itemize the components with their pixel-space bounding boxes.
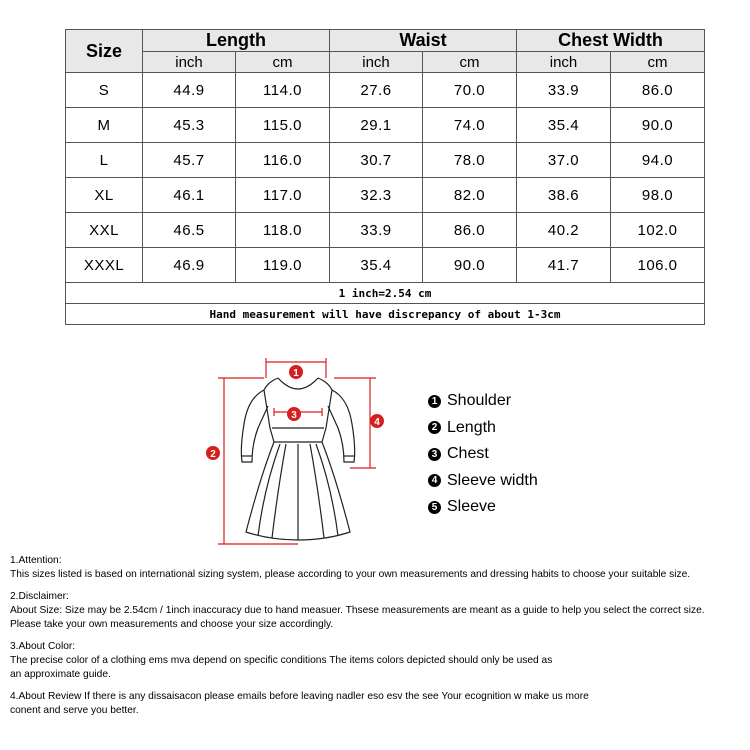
value-cell: 118.0 xyxy=(236,213,330,248)
review-text: conent and serve you better. xyxy=(10,705,139,716)
legend-item-sleeve xyxy=(428,494,538,521)
legend-number-badge: 3 xyxy=(428,448,441,461)
size-cell: M xyxy=(66,108,143,143)
value-cell: 46.5 xyxy=(143,213,236,248)
color-text: The precise color of a clothing ems mva depend on specific conditions The items colors depicted should only be used as xyxy=(10,655,553,666)
color-text: an approximate guide. xyxy=(10,669,111,680)
disclaimer-note xyxy=(10,590,748,632)
dress-outline xyxy=(241,378,354,540)
size-cell: XXXL xyxy=(66,248,143,283)
value-cell: 119.0 xyxy=(236,248,330,283)
discrepancy-note-row xyxy=(66,304,705,325)
legend-item-shoulder xyxy=(428,388,538,415)
disclaimer-text: Please take your own measurements and choose your size accordingly. xyxy=(10,619,334,630)
value-cell: 44.9 xyxy=(143,73,236,108)
value-cell: 86.0 xyxy=(611,73,705,108)
value-cell: 40.2 xyxy=(517,213,611,248)
value-cell: 46.9 xyxy=(143,248,236,283)
disclaimer-title: 2.Disclaimer: xyxy=(10,591,69,602)
value-cell: 114.0 xyxy=(236,73,330,108)
header-length: Length xyxy=(143,30,330,52)
value-cell: 102.0 xyxy=(611,213,705,248)
value-cell: 35.4 xyxy=(517,108,611,143)
table-row xyxy=(66,108,705,143)
marker-4 xyxy=(370,414,384,428)
value-cell: 98.0 xyxy=(611,178,705,213)
value-cell: 116.0 xyxy=(236,143,330,178)
marker-1 xyxy=(289,365,303,379)
unit-header: inch xyxy=(330,52,423,73)
unit-header: inch xyxy=(517,52,611,73)
table-row xyxy=(66,143,705,178)
value-cell: 70.0 xyxy=(423,73,517,108)
conversion-note-row xyxy=(66,283,705,304)
value-cell: 94.0 xyxy=(611,143,705,178)
discrepancy-note: Hand measurement will have discrepancy of about 1-3cm xyxy=(66,304,705,325)
value-cell: 45.7 xyxy=(143,143,236,178)
value-cell: 33.9 xyxy=(517,73,611,108)
value-cell: 90.0 xyxy=(423,248,517,283)
unit-header: cm xyxy=(236,52,330,73)
table-row xyxy=(66,213,705,248)
value-cell: 38.6 xyxy=(517,178,611,213)
legend-label: Sleeve xyxy=(447,498,496,516)
value-cell: 37.0 xyxy=(517,143,611,178)
attention-title: 1.Attention: xyxy=(10,555,62,566)
review-text: 4.About Review If there is any dissaisacon please emails before leaving nadler eso esv the see Your ecognition w make us more xyxy=(10,691,589,702)
marker-2 xyxy=(206,446,220,460)
legend-label: Length xyxy=(447,418,496,436)
notes-section xyxy=(10,554,748,726)
unit-header: cm xyxy=(611,52,705,73)
value-cell: 46.1 xyxy=(143,178,236,213)
legend-item-length xyxy=(428,415,538,442)
table-row xyxy=(66,178,705,213)
size-cell: XXL xyxy=(66,213,143,248)
table-header-row xyxy=(66,30,705,52)
marker-1-label: 1 xyxy=(293,368,299,379)
color-note xyxy=(10,640,748,682)
value-cell: 27.6 xyxy=(330,73,423,108)
value-cell: 29.1 xyxy=(330,108,423,143)
value-cell: 32.3 xyxy=(330,178,423,213)
legend-label: Sleeve width xyxy=(447,471,538,489)
value-cell: 35.4 xyxy=(330,248,423,283)
header-chest-width: Chest Width xyxy=(517,30,705,52)
unit-header: inch xyxy=(143,52,236,73)
value-cell: 41.7 xyxy=(517,248,611,283)
size-cell: S xyxy=(66,73,143,108)
value-cell: 45.3 xyxy=(143,108,236,143)
legend-number-badge: 1 xyxy=(428,395,441,408)
marker-3-label: 3 xyxy=(291,410,297,421)
table-row xyxy=(66,248,705,283)
value-cell: 33.9 xyxy=(330,213,423,248)
legend-label: Chest xyxy=(447,445,489,463)
value-cell: 115.0 xyxy=(236,108,330,143)
value-cell: 78.0 xyxy=(423,143,517,178)
table-unit-row xyxy=(66,52,705,73)
disclaimer-text: About Size: Size may be 2.54cm / 1inch inaccuracy due to hand measuer. Thsese measurements are meant as a guide to help you select the correct size. xyxy=(10,605,705,616)
legend-number-badge: 2 xyxy=(428,421,441,434)
color-title: 3.About Color: xyxy=(10,641,76,652)
value-cell: 106.0 xyxy=(611,248,705,283)
value-cell: 82.0 xyxy=(423,178,517,213)
legend-label: Shoulder xyxy=(447,392,512,410)
attention-note xyxy=(10,554,748,582)
value-cell: 74.0 xyxy=(423,108,517,143)
size-cell: L xyxy=(66,143,143,178)
marker-4-label: 4 xyxy=(374,417,380,428)
dress-measurement-diagram xyxy=(200,348,400,548)
value-cell: 117.0 xyxy=(236,178,330,213)
conversion-note: 1 inch=2.54 cm xyxy=(66,283,705,304)
legend-number-badge: 4 xyxy=(428,474,441,487)
size-chart-table xyxy=(65,29,705,325)
marker-3 xyxy=(287,407,301,421)
header-size: Size xyxy=(66,30,143,73)
value-cell: 86.0 xyxy=(423,213,517,248)
table-row xyxy=(66,73,705,108)
unit-header: cm xyxy=(423,52,517,73)
attention-text: This sizes listed is based on international sizing system, please according to your own measurements and dressing habits to choose your suitable size. xyxy=(10,569,691,580)
size-cell: XL xyxy=(66,178,143,213)
legend-item-chest xyxy=(428,441,538,468)
header-waist: Waist xyxy=(330,30,517,52)
review-note xyxy=(10,690,748,718)
value-cell: 30.7 xyxy=(330,143,423,178)
legend-number-badge: 5 xyxy=(428,501,441,514)
marker-2-label: 2 xyxy=(210,449,216,460)
legend-item-sleeve-width xyxy=(428,468,538,495)
value-cell: 90.0 xyxy=(611,108,705,143)
measurement-legend xyxy=(428,388,538,521)
